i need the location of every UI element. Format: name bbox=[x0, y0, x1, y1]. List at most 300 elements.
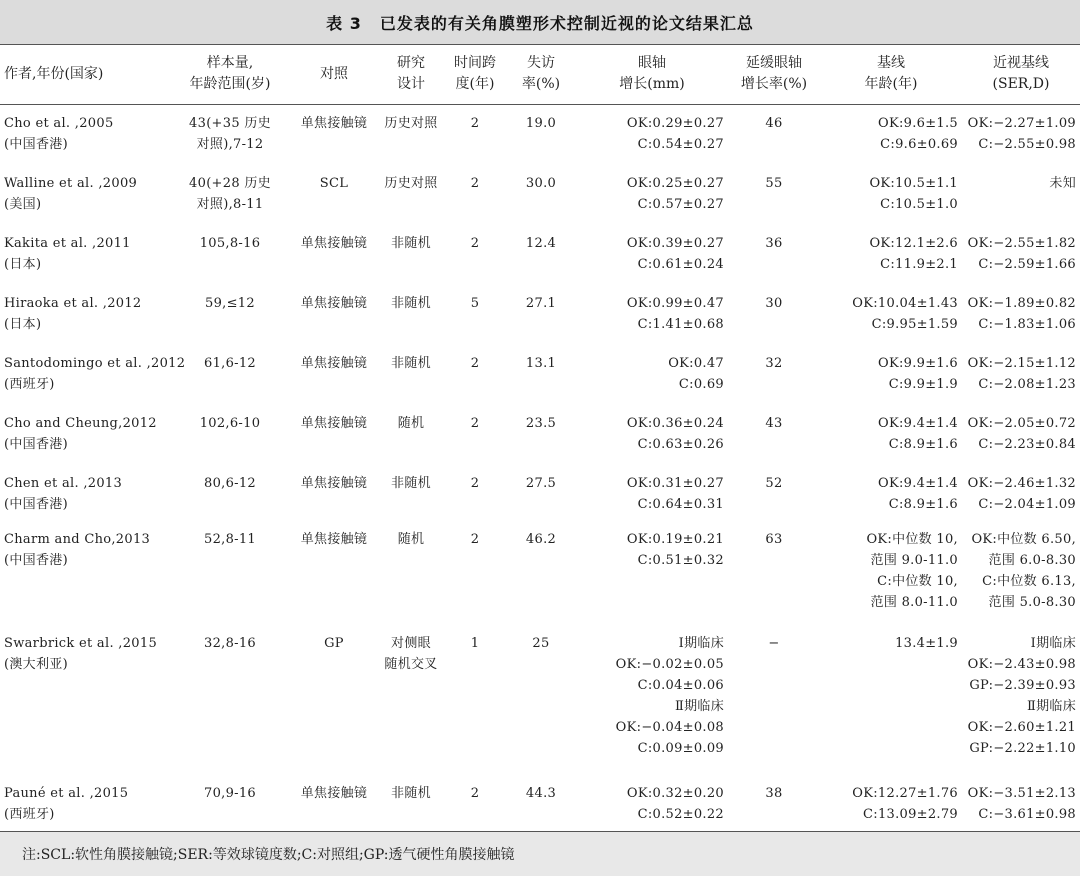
slowing-cell-text: 63 bbox=[765, 531, 783, 547]
ser-cell-text: C:−2.23±0.84 bbox=[978, 436, 1076, 452]
sample-cell bbox=[170, 775, 290, 835]
axial-cell-text: OK:0.25±0.27 bbox=[626, 175, 724, 191]
header-label: 基线 bbox=[877, 55, 905, 71]
sample-cell-text: 105,8-16 bbox=[199, 235, 261, 251]
header-label: 研究 bbox=[397, 55, 425, 71]
sample-cell-text: 52,8-11 bbox=[204, 531, 256, 547]
axial-cell-text: OK:−0.02±0.05 bbox=[615, 656, 724, 672]
slowing-cell-text: 32 bbox=[765, 355, 783, 371]
age-cell-text: C:8.9±1.6 bbox=[888, 496, 958, 512]
sample-cell-text: 59,≤12 bbox=[205, 295, 255, 311]
loss-cell bbox=[506, 345, 576, 405]
control-cell-text: GP bbox=[324, 635, 344, 651]
header-loss-to-followup bbox=[506, 44, 576, 105]
axial-cell-text: C:1.41±0.68 bbox=[637, 316, 724, 332]
sample-cell bbox=[170, 523, 290, 627]
header-label: 增长(mm) bbox=[619, 76, 685, 92]
age-cell-text: OK:9.4±1.4 bbox=[878, 415, 958, 431]
age-cell-text: C:9.9±1.9 bbox=[888, 376, 958, 392]
age-cell-text: 范围 9.0-11.0 bbox=[870, 552, 958, 568]
age-cell bbox=[820, 775, 962, 835]
study-cell-text: Kakita et al. ,2011 bbox=[4, 235, 131, 251]
axial-cell-text: C:0.63±0.26 bbox=[637, 436, 724, 452]
axial-cell bbox=[576, 345, 728, 405]
ser-cell bbox=[962, 105, 1080, 165]
study-cell bbox=[0, 405, 170, 465]
design-cell bbox=[378, 105, 444, 165]
ser-cell bbox=[962, 627, 1080, 775]
sample-cell-text: 70,9-16 bbox=[204, 785, 256, 801]
table-row bbox=[0, 465, 1080, 523]
design-cell-text: 非随机 bbox=[391, 355, 431, 371]
age-cell bbox=[820, 465, 962, 523]
study-cell-text: (西班牙) bbox=[4, 806, 55, 822]
ser-cell-text: Ⅰ期临床 bbox=[1030, 635, 1076, 651]
loss-cell bbox=[506, 627, 576, 775]
loss-cell bbox=[506, 523, 576, 627]
slowing-cell bbox=[728, 465, 820, 523]
span-cell bbox=[444, 345, 506, 405]
slowing-cell bbox=[728, 627, 820, 775]
age-cell-text: 13.4±1.9 bbox=[895, 635, 958, 651]
control-cell-text: 单焦接触镜 bbox=[300, 295, 368, 311]
table-title-bar bbox=[0, 0, 1080, 45]
control-cell-text: 单焦接触镜 bbox=[300, 475, 368, 491]
results-table bbox=[0, 44, 1080, 835]
control-cell-text: 单焦接触镜 bbox=[300, 116, 368, 131]
ser-cell-text: C:中位数 6.13, bbox=[982, 573, 1076, 589]
slowing-cell-text: 46 bbox=[765, 116, 783, 131]
span-cell bbox=[444, 523, 506, 627]
axial-cell-text: OK:0.19±0.21 bbox=[626, 531, 724, 547]
age-cell-text: C:10.5±1.0 bbox=[880, 196, 958, 212]
ser-cell-text: 未知 bbox=[1049, 175, 1076, 191]
span-cell bbox=[444, 225, 506, 285]
table-row bbox=[0, 405, 1080, 465]
header-study-design bbox=[378, 44, 444, 105]
age-cell bbox=[820, 225, 962, 285]
control-cell-text: 单焦接触镜 bbox=[300, 415, 368, 431]
span-cell bbox=[444, 285, 506, 345]
control-cell-text: 单焦接触镜 bbox=[300, 355, 368, 371]
control-cell-text: SCL bbox=[319, 175, 349, 191]
header-axial-slowing-rate bbox=[728, 44, 820, 105]
study-cell bbox=[0, 285, 170, 345]
header-label: 对照 bbox=[320, 65, 348, 82]
axial-cell bbox=[576, 225, 728, 285]
slowing-cell-text: − bbox=[768, 635, 780, 651]
design-cell-text: 非随机 bbox=[391, 785, 431, 801]
ser-cell bbox=[962, 285, 1080, 345]
loss-cell-text: 27.5 bbox=[525, 475, 557, 491]
ser-cell bbox=[962, 775, 1080, 835]
axial-cell bbox=[576, 465, 728, 523]
header-baseline-myopia bbox=[962, 44, 1080, 105]
axial-cell-text: OK:0.39±0.27 bbox=[626, 235, 724, 251]
ser-cell-text: OK:−2.43±0.98 bbox=[967, 656, 1076, 672]
control-cell bbox=[290, 105, 378, 165]
design-cell bbox=[378, 225, 444, 285]
span-cell bbox=[444, 405, 506, 465]
ser-cell bbox=[962, 345, 1080, 405]
study-cell-text: (日本) bbox=[4, 256, 42, 272]
slowing-cell bbox=[728, 405, 820, 465]
sample-cell-text: 80,6-12 bbox=[204, 475, 256, 491]
span-cell-text: 2 bbox=[470, 475, 480, 491]
design-cell-text: 非随机 bbox=[391, 295, 431, 311]
table-row bbox=[0, 345, 1080, 405]
study-cell-text: (中国香港) bbox=[4, 552, 68, 568]
axial-cell-text: OK:0.36±0.24 bbox=[626, 415, 724, 431]
study-cell bbox=[0, 523, 170, 627]
axial-cell-text: OK:−0.04±0.08 bbox=[615, 719, 724, 735]
age-cell-text: C:8.9±1.6 bbox=[888, 436, 958, 452]
age-cell bbox=[820, 345, 962, 405]
header-label: 眼轴 bbox=[638, 55, 666, 71]
study-cell-text: (中国香港) bbox=[4, 137, 68, 152]
sample-cell-text: 对照),7-12 bbox=[196, 137, 264, 152]
age-cell bbox=[820, 285, 962, 345]
axial-cell-text: C:0.09±0.09 bbox=[637, 740, 724, 756]
study-cell-text: (澳大利亚) bbox=[4, 656, 68, 672]
ser-cell-text: C:−3.61±0.98 bbox=[978, 806, 1076, 822]
study-cell bbox=[0, 465, 170, 523]
span-cell-text: 2 bbox=[470, 531, 480, 547]
loss-cell bbox=[506, 775, 576, 835]
study-cell bbox=[0, 165, 170, 225]
sample-cell-text: 对照),8-11 bbox=[196, 196, 264, 212]
header-label: 度(年) bbox=[455, 76, 495, 92]
control-cell bbox=[290, 165, 378, 225]
axial-cell-text: Ⅱ期临床 bbox=[674, 698, 724, 714]
control-cell bbox=[290, 465, 378, 523]
axial-cell-text: C:0.69 bbox=[678, 376, 724, 392]
study-cell-text: Walline et al. ,2009 bbox=[4, 175, 138, 191]
loss-cell-text: 23.5 bbox=[525, 415, 557, 431]
study-cell-text: Chen et al. ,2013 bbox=[4, 475, 123, 491]
loss-cell-text: 44.3 bbox=[525, 785, 557, 801]
table-row bbox=[0, 105, 1080, 165]
axial-cell bbox=[576, 165, 728, 225]
control-cell-text: 单焦接触镜 bbox=[300, 785, 368, 801]
ser-cell bbox=[962, 405, 1080, 465]
age-cell-text: C:9.6±0.69 bbox=[880, 137, 958, 152]
study-cell bbox=[0, 345, 186, 405]
sample-cell bbox=[170, 285, 290, 345]
ser-cell bbox=[962, 165, 1080, 225]
design-cell bbox=[378, 465, 444, 523]
ser-cell-text: OK:−2.60±1.21 bbox=[967, 719, 1076, 735]
axial-cell-text: C:0.64±0.31 bbox=[637, 496, 724, 512]
span-cell-text: 2 bbox=[470, 415, 480, 431]
age-cell-text: OK:9.4±1.4 bbox=[878, 475, 958, 491]
age-cell-text: C:11.9±2.1 bbox=[880, 256, 958, 272]
axial-cell-text: C:0.54±0.27 bbox=[637, 137, 724, 152]
loss-cell bbox=[506, 165, 576, 225]
age-cell-text: C:9.95±1.59 bbox=[871, 316, 958, 332]
header-label: 延缓眼轴 bbox=[746, 55, 802, 71]
sample-cell bbox=[170, 165, 290, 225]
header-control bbox=[290, 44, 378, 105]
span-cell-text: 1 bbox=[470, 635, 480, 651]
table-number: 表 3 bbox=[326, 13, 362, 33]
loss-cell-text: 27.1 bbox=[525, 295, 557, 311]
study-cell bbox=[0, 627, 170, 775]
axial-cell-text: C:0.52±0.22 bbox=[637, 806, 724, 822]
span-cell-text: 5 bbox=[470, 295, 480, 311]
age-cell-text: OK:10.04±1.43 bbox=[852, 295, 958, 311]
header-time-span bbox=[444, 44, 506, 105]
ser-cell bbox=[962, 523, 1080, 627]
study-cell-text: Swarbrick et al. ,2015 bbox=[4, 635, 158, 651]
header-label: 率(%) bbox=[521, 76, 561, 92]
loss-cell-text: 13.1 bbox=[525, 355, 557, 371]
ser-cell-text: OK:−2.05±0.72 bbox=[967, 415, 1076, 431]
table-body bbox=[0, 105, 1080, 835]
slowing-cell bbox=[728, 105, 820, 165]
ser-cell-text: C:−2.04±1.09 bbox=[978, 496, 1076, 512]
age-cell-text: OK:10.5±1.1 bbox=[869, 175, 958, 191]
ser-cell-text: OK:−2.55±1.82 bbox=[967, 235, 1076, 251]
sample-cell-text: 40(+28 历史 bbox=[189, 175, 271, 191]
age-cell bbox=[820, 405, 962, 465]
header-label: 近视基线 bbox=[993, 55, 1049, 71]
age-cell-text: OK:中位数 10, bbox=[866, 531, 958, 547]
control-cell bbox=[290, 345, 378, 405]
age-cell-text: OK:9.6±1.5 bbox=[878, 116, 958, 131]
ser-cell-text: C:−2.59±1.66 bbox=[978, 256, 1076, 272]
loss-cell bbox=[506, 405, 576, 465]
sample-cell bbox=[170, 627, 290, 775]
ser-cell bbox=[962, 225, 1080, 285]
table-title bbox=[326, 11, 754, 34]
age-cell bbox=[820, 523, 962, 627]
ser-cell-text: GP:−2.39±0.93 bbox=[969, 677, 1076, 693]
ser-cell-text: 范围 6.0-8.30 bbox=[988, 552, 1076, 568]
ser-cell-text: OK:中位数 6.50, bbox=[971, 531, 1076, 547]
axial-cell bbox=[576, 285, 728, 345]
design-cell-text: 历史对照 bbox=[384, 116, 438, 131]
span-cell bbox=[444, 775, 506, 835]
slowing-cell-text: 30 bbox=[765, 295, 783, 311]
age-cell-text: OK:12.27±1.76 bbox=[852, 785, 958, 801]
span-cell bbox=[444, 627, 506, 775]
slowing-cell bbox=[728, 165, 820, 225]
axial-cell-text: OK:0.99±0.47 bbox=[626, 295, 724, 311]
header-label: 作者,年份(国家) bbox=[4, 65, 104, 82]
span-cell-text: 2 bbox=[470, 355, 480, 371]
loss-cell bbox=[506, 225, 576, 285]
sample-cell-text: 32,8-16 bbox=[204, 635, 256, 651]
span-cell bbox=[444, 465, 506, 523]
slowing-cell-text: 55 bbox=[765, 175, 783, 191]
study-cell-text: (美国) bbox=[4, 196, 42, 212]
loss-cell-text: 46.2 bbox=[525, 531, 557, 547]
sample-cell-text: 43(+35 历史 bbox=[189, 116, 271, 131]
study-cell bbox=[0, 225, 170, 285]
study-cell-text: Cho and Cheung,2012 bbox=[4, 415, 157, 431]
age-cell-text: C:中位数 10, bbox=[877, 573, 958, 589]
study-cell-text: (西班牙) bbox=[4, 376, 55, 392]
study-cell-text: Charm and Cho,2013 bbox=[4, 531, 151, 547]
age-cell-text: 范围 8.0-11.0 bbox=[870, 594, 958, 610]
axial-cell-text: C:0.51±0.32 bbox=[637, 552, 724, 568]
study-cell-text: (中国香港) bbox=[4, 496, 68, 512]
axial-cell bbox=[576, 105, 728, 165]
table-row bbox=[0, 165, 1080, 225]
slowing-cell-text: 36 bbox=[765, 235, 783, 251]
loss-cell-text: 19.0 bbox=[525, 116, 557, 131]
axial-cell-text: C:0.61±0.24 bbox=[637, 256, 724, 272]
study-cell bbox=[0, 105, 170, 165]
sample-cell bbox=[170, 465, 290, 523]
slowing-cell bbox=[728, 285, 820, 345]
header-label: 年龄范围(岁) bbox=[189, 76, 271, 92]
control-cell-text: 单焦接触镜 bbox=[300, 235, 368, 251]
ser-cell-text: 范围 5.0-8.30 bbox=[988, 594, 1076, 610]
age-cell bbox=[820, 105, 962, 165]
control-cell-text: 单焦接触镜 bbox=[300, 531, 368, 547]
study-cell-text: Cho et al. ,2005 bbox=[4, 116, 114, 131]
header-axial-elongation bbox=[576, 44, 728, 105]
sample-cell bbox=[170, 225, 290, 285]
table-row bbox=[0, 627, 1080, 775]
header-sample-size-age-range bbox=[170, 44, 290, 105]
control-cell bbox=[290, 405, 378, 465]
design-cell-text: 非随机 bbox=[391, 235, 431, 251]
sample-cell bbox=[170, 345, 290, 405]
header-label: (SER,D) bbox=[992, 76, 1050, 92]
control-cell bbox=[290, 775, 378, 835]
design-cell bbox=[378, 775, 444, 835]
design-cell-text: 随机交叉 bbox=[384, 656, 438, 672]
study-cell-text: (中国香港) bbox=[4, 436, 68, 452]
ser-cell-text: GP:−2.22±1.10 bbox=[969, 740, 1076, 756]
ser-cell-text: OK:−2.27±1.09 bbox=[967, 116, 1076, 131]
design-cell bbox=[378, 523, 444, 627]
slowing-cell-text: 52 bbox=[765, 475, 783, 491]
slowing-cell bbox=[728, 523, 820, 627]
span-cell bbox=[444, 165, 506, 225]
loss-cell bbox=[506, 285, 576, 345]
loss-cell bbox=[506, 105, 576, 165]
study-cell bbox=[0, 775, 170, 835]
axial-cell bbox=[576, 627, 728, 775]
header-label: 增长率(%) bbox=[740, 76, 808, 92]
slowing-cell bbox=[728, 775, 820, 835]
loss-cell bbox=[506, 465, 576, 523]
axial-cell-text: OK:0.29±0.27 bbox=[626, 116, 724, 131]
axial-cell-text: OK:0.32±0.20 bbox=[626, 785, 724, 801]
ser-cell-text: C:−2.08±1.23 bbox=[978, 376, 1076, 392]
table-caption: 已发表的有关角膜塑形术控制近视的论文结果汇总 bbox=[379, 13, 754, 33]
slowing-cell bbox=[728, 345, 820, 405]
sample-cell-text: 61,6-12 bbox=[204, 355, 256, 371]
slowing-cell bbox=[728, 225, 820, 285]
sample-cell bbox=[170, 105, 290, 165]
axial-cell-text: C:0.04±0.06 bbox=[637, 677, 724, 693]
axial-cell bbox=[576, 775, 728, 835]
span-cell-text: 2 bbox=[470, 235, 480, 251]
header-label: 样本量, bbox=[206, 55, 254, 71]
axial-cell bbox=[576, 523, 728, 627]
sample-cell bbox=[170, 405, 290, 465]
control-cell bbox=[290, 225, 378, 285]
table-row bbox=[0, 523, 1080, 627]
design-cell bbox=[378, 405, 444, 465]
ser-cell-text: Ⅱ期临床 bbox=[1026, 698, 1076, 714]
ser-cell bbox=[962, 465, 1080, 523]
table-row bbox=[0, 285, 1080, 345]
design-cell-text: 历史对照 bbox=[384, 175, 438, 191]
design-cell bbox=[378, 285, 444, 345]
age-cell bbox=[820, 627, 962, 775]
design-cell-text: 随机 bbox=[397, 415, 425, 431]
age-cell-text: OK:9.9±1.6 bbox=[878, 355, 958, 371]
slowing-cell-text: 38 bbox=[765, 785, 783, 801]
study-cell-text: (日本) bbox=[4, 316, 42, 332]
study-cell-text: Santodomingo et al. ,2012 bbox=[4, 355, 186, 371]
study-cell-text: Hiraoka et al. ,2012 bbox=[4, 295, 142, 311]
ser-cell-text: C:−2.55±0.98 bbox=[978, 137, 1076, 152]
header-author-year-country bbox=[0, 44, 170, 105]
age-cell-text: C:13.09±2.79 bbox=[863, 806, 958, 822]
header-label: 年龄(年) bbox=[864, 76, 918, 92]
ser-cell-text: OK:−3.51±2.13 bbox=[967, 785, 1076, 801]
span-cell-text: 2 bbox=[470, 116, 480, 131]
design-cell-text: 随机 bbox=[397, 531, 425, 547]
span-cell bbox=[444, 105, 506, 165]
sample-cell-text: 102,6-10 bbox=[199, 415, 261, 431]
header-label: 失访 bbox=[527, 55, 555, 71]
design-cell-text: 非随机 bbox=[391, 475, 431, 491]
axial-cell bbox=[576, 405, 728, 465]
loss-cell-text: 25 bbox=[532, 635, 550, 651]
design-cell-text: 对侧眼 bbox=[391, 635, 431, 651]
ser-cell-text: C:−1.83±1.06 bbox=[978, 316, 1076, 332]
axial-cell-text: OK:0.47 bbox=[668, 355, 724, 371]
axial-cell-text: OK:0.31±0.27 bbox=[626, 475, 724, 491]
ser-cell-text: OK:−2.46±1.32 bbox=[967, 475, 1076, 491]
header-row bbox=[0, 44, 1080, 105]
header-label: 时间跨 bbox=[454, 55, 496, 71]
axial-cell-text: C:0.57±0.27 bbox=[637, 196, 724, 212]
header-baseline-age bbox=[820, 44, 962, 105]
design-cell bbox=[378, 345, 444, 405]
footnote-text: 注:SCL:软性角膜接触镜;SER:等效球镜度数;C:对照组;GP:透气硬性角膜接触镜 bbox=[22, 847, 515, 863]
ser-cell-text: OK:−1.89±0.82 bbox=[967, 295, 1076, 311]
table-row bbox=[0, 775, 1080, 835]
design-cell bbox=[378, 165, 444, 225]
table-row bbox=[0, 225, 1080, 285]
span-cell-text: 2 bbox=[470, 785, 480, 801]
loss-cell-text: 12.4 bbox=[525, 235, 557, 251]
table-footnote bbox=[0, 831, 1080, 876]
slowing-cell-text: 43 bbox=[765, 415, 783, 431]
age-cell-text: OK:12.1±2.6 bbox=[869, 235, 958, 251]
loss-cell-text: 30.0 bbox=[525, 175, 557, 191]
control-cell bbox=[290, 523, 378, 627]
control-cell bbox=[290, 627, 378, 775]
span-cell-text: 2 bbox=[470, 175, 480, 191]
header-label: 设计 bbox=[397, 76, 425, 92]
axial-cell-text: Ⅰ期临床 bbox=[678, 635, 724, 651]
study-cell-text: Pauné et al. ,2015 bbox=[4, 785, 129, 801]
ser-cell-text: OK:−2.15±1.12 bbox=[967, 355, 1076, 371]
design-cell bbox=[378, 627, 444, 775]
age-cell bbox=[820, 165, 962, 225]
control-cell bbox=[290, 285, 378, 345]
